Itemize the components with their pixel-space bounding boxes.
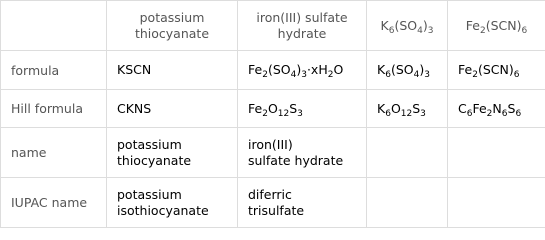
column-header-iron-sulfate-hydrate [238, 1, 367, 51]
column-header-label: potassium thiocyanate [134, 9, 210, 41]
table-row-iupac-name [1, 178, 545, 228]
formula-cell: $K_6(SO_4)_3$ [367, 51, 448, 90]
row-header-name: name [1, 128, 107, 178]
name-cell [238, 128, 367, 178]
iupac-name-cell [238, 178, 367, 228]
formula-cell: KSCN [107, 51, 238, 90]
column-header-formula: $K_6(SO_4)_3$ [380, 17, 434, 36]
column-header-fe2scn6 [448, 1, 545, 51]
iupac-name-cell [107, 178, 238, 228]
name-line: potassium [117, 136, 182, 152]
table-row-formula [1, 51, 545, 90]
name-line: isothiocyanate [117, 202, 209, 218]
column-header-potassium-thiocyanate [107, 1, 238, 51]
row-header-iupac-name: IUPAC name [1, 178, 107, 228]
column-header-k6so43 [367, 1, 448, 51]
corner-cell [1, 1, 107, 51]
row-header-formula: formula [1, 51, 107, 90]
name-line: sulfate hydrate [248, 152, 344, 168]
name-line: potassium [117, 186, 182, 202]
row-header-hill-formula: Hill formula [1, 90, 107, 128]
name-line: iron(III) [248, 136, 293, 152]
empty-cell [448, 178, 545, 228]
name-line: diferric [248, 186, 292, 202]
hill-formula-cell: $Fe_2O_{12}S_3$ [238, 90, 367, 128]
empty-cell [367, 178, 448, 228]
empty-cell [367, 128, 448, 178]
name-line: thiocyanate [117, 152, 192, 168]
name-line: trisulfate [248, 202, 305, 218]
column-header-formula: $Fe_2(SCN)_6$ [465, 17, 528, 36]
table-row-hill-formula [1, 90, 545, 128]
formula-cell: $Fe_2(SO_4)_3\cdot xH_2O$ [238, 51, 367, 90]
hill-formula-cell: $C_6Fe_2N_6S_6$ [448, 90, 545, 128]
header-row [1, 1, 545, 51]
name-cell [107, 128, 238, 178]
hill-formula-cell: CKNS [107, 90, 238, 128]
column-header-label: iron(III) sulfate hydrate [256, 9, 348, 41]
hill-formula-cell: $K_6O_{12}S_3$ [367, 90, 448, 128]
table-row-name [1, 128, 545, 178]
formula-cell: $Fe_2(SCN)_6$ [448, 51, 545, 90]
empty-cell [448, 128, 545, 178]
